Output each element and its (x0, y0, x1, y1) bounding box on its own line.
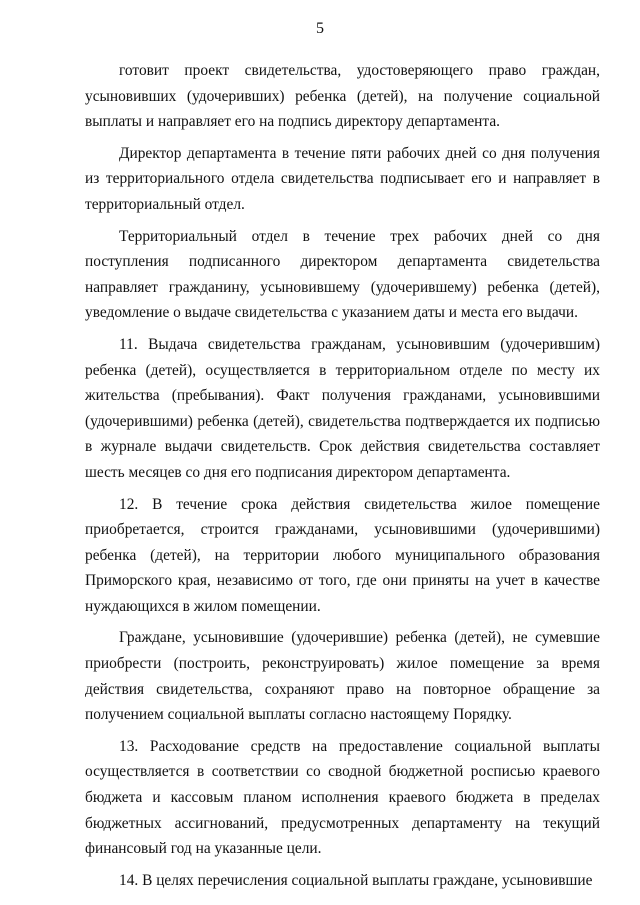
paragraph-repeat-application: Граждане, усыновившие (удочерившие) ребенка (детей), не сумевшие приобрести (построить, реконструировать) жилое помещение за время действия свидетельства, сохраняют право на повторное обращение за получением социальной выплаты согласно настоящему Порядку. (85, 629, 600, 724)
paragraph-item-14: 14. В целях перечисления социальной выплаты граждане, усыновившие (119, 871, 593, 889)
document-body (85, 58, 600, 899)
paragraph-item-12: 12. В течение срока действия свидетельства жилое помещение приобретается, строится гражданами, усыновившими (удочерившими) ребенка (детей), на территории любого муниципального образования Приморского края, независимо от того, где они приняты на учет в качестве нуждающихся в жилом помещении. (85, 495, 600, 615)
paragraph-director-signs: Директор департамента в течение пяти рабочих дней со дня получения из территориального отдела свидетельства подписывает его и направляет в территориальный отдел. (85, 144, 600, 213)
paragraph-certificate-draft: готовит проект свидетельства, удостоверяющего право граждан, усыновивших (удочеривших) ребенка (детей), на получение социальной выплаты и направляет его на подпись директору департамента. (85, 62, 600, 131)
paragraph-item-13: 13. Расходование средств на предоставление социальной выплаты осуществляется в соответствии со сводной бюджетной росписью краевого бюджета и кассовым планом исполнения краевого бюджета в пределах бюджетных ассигнований, предусмотренных департаменту на текущий финансовый год на указанные цели. (85, 737, 600, 858)
page-number: 5 (316, 20, 324, 37)
paragraph-notification: Территориальный отдел в течение трех рабочих дней со дня поступления подписанного директором департамента свидетельства направляет гражданину, усыновившему (удочерившему) ребенка (детей), уведомление о выдаче свидетельства с указанием даты и места его выдачи. (85, 227, 600, 322)
paragraph-item-11: 11. Выдача свидетельства гражданам, усыновившим (удочерившим) ребенка (детей), осуществляется в территориальном отделе по месту их жительства (пребывания). Факт получения гражданами, усыновившими (удочерившими) ребенка (детей), свидетельства подтверждается их подписью в журнале выдачи свидетельств. Срок действия свидетельства составляет шесть месяцев со дня его подписания директором департамента. (85, 335, 600, 481)
